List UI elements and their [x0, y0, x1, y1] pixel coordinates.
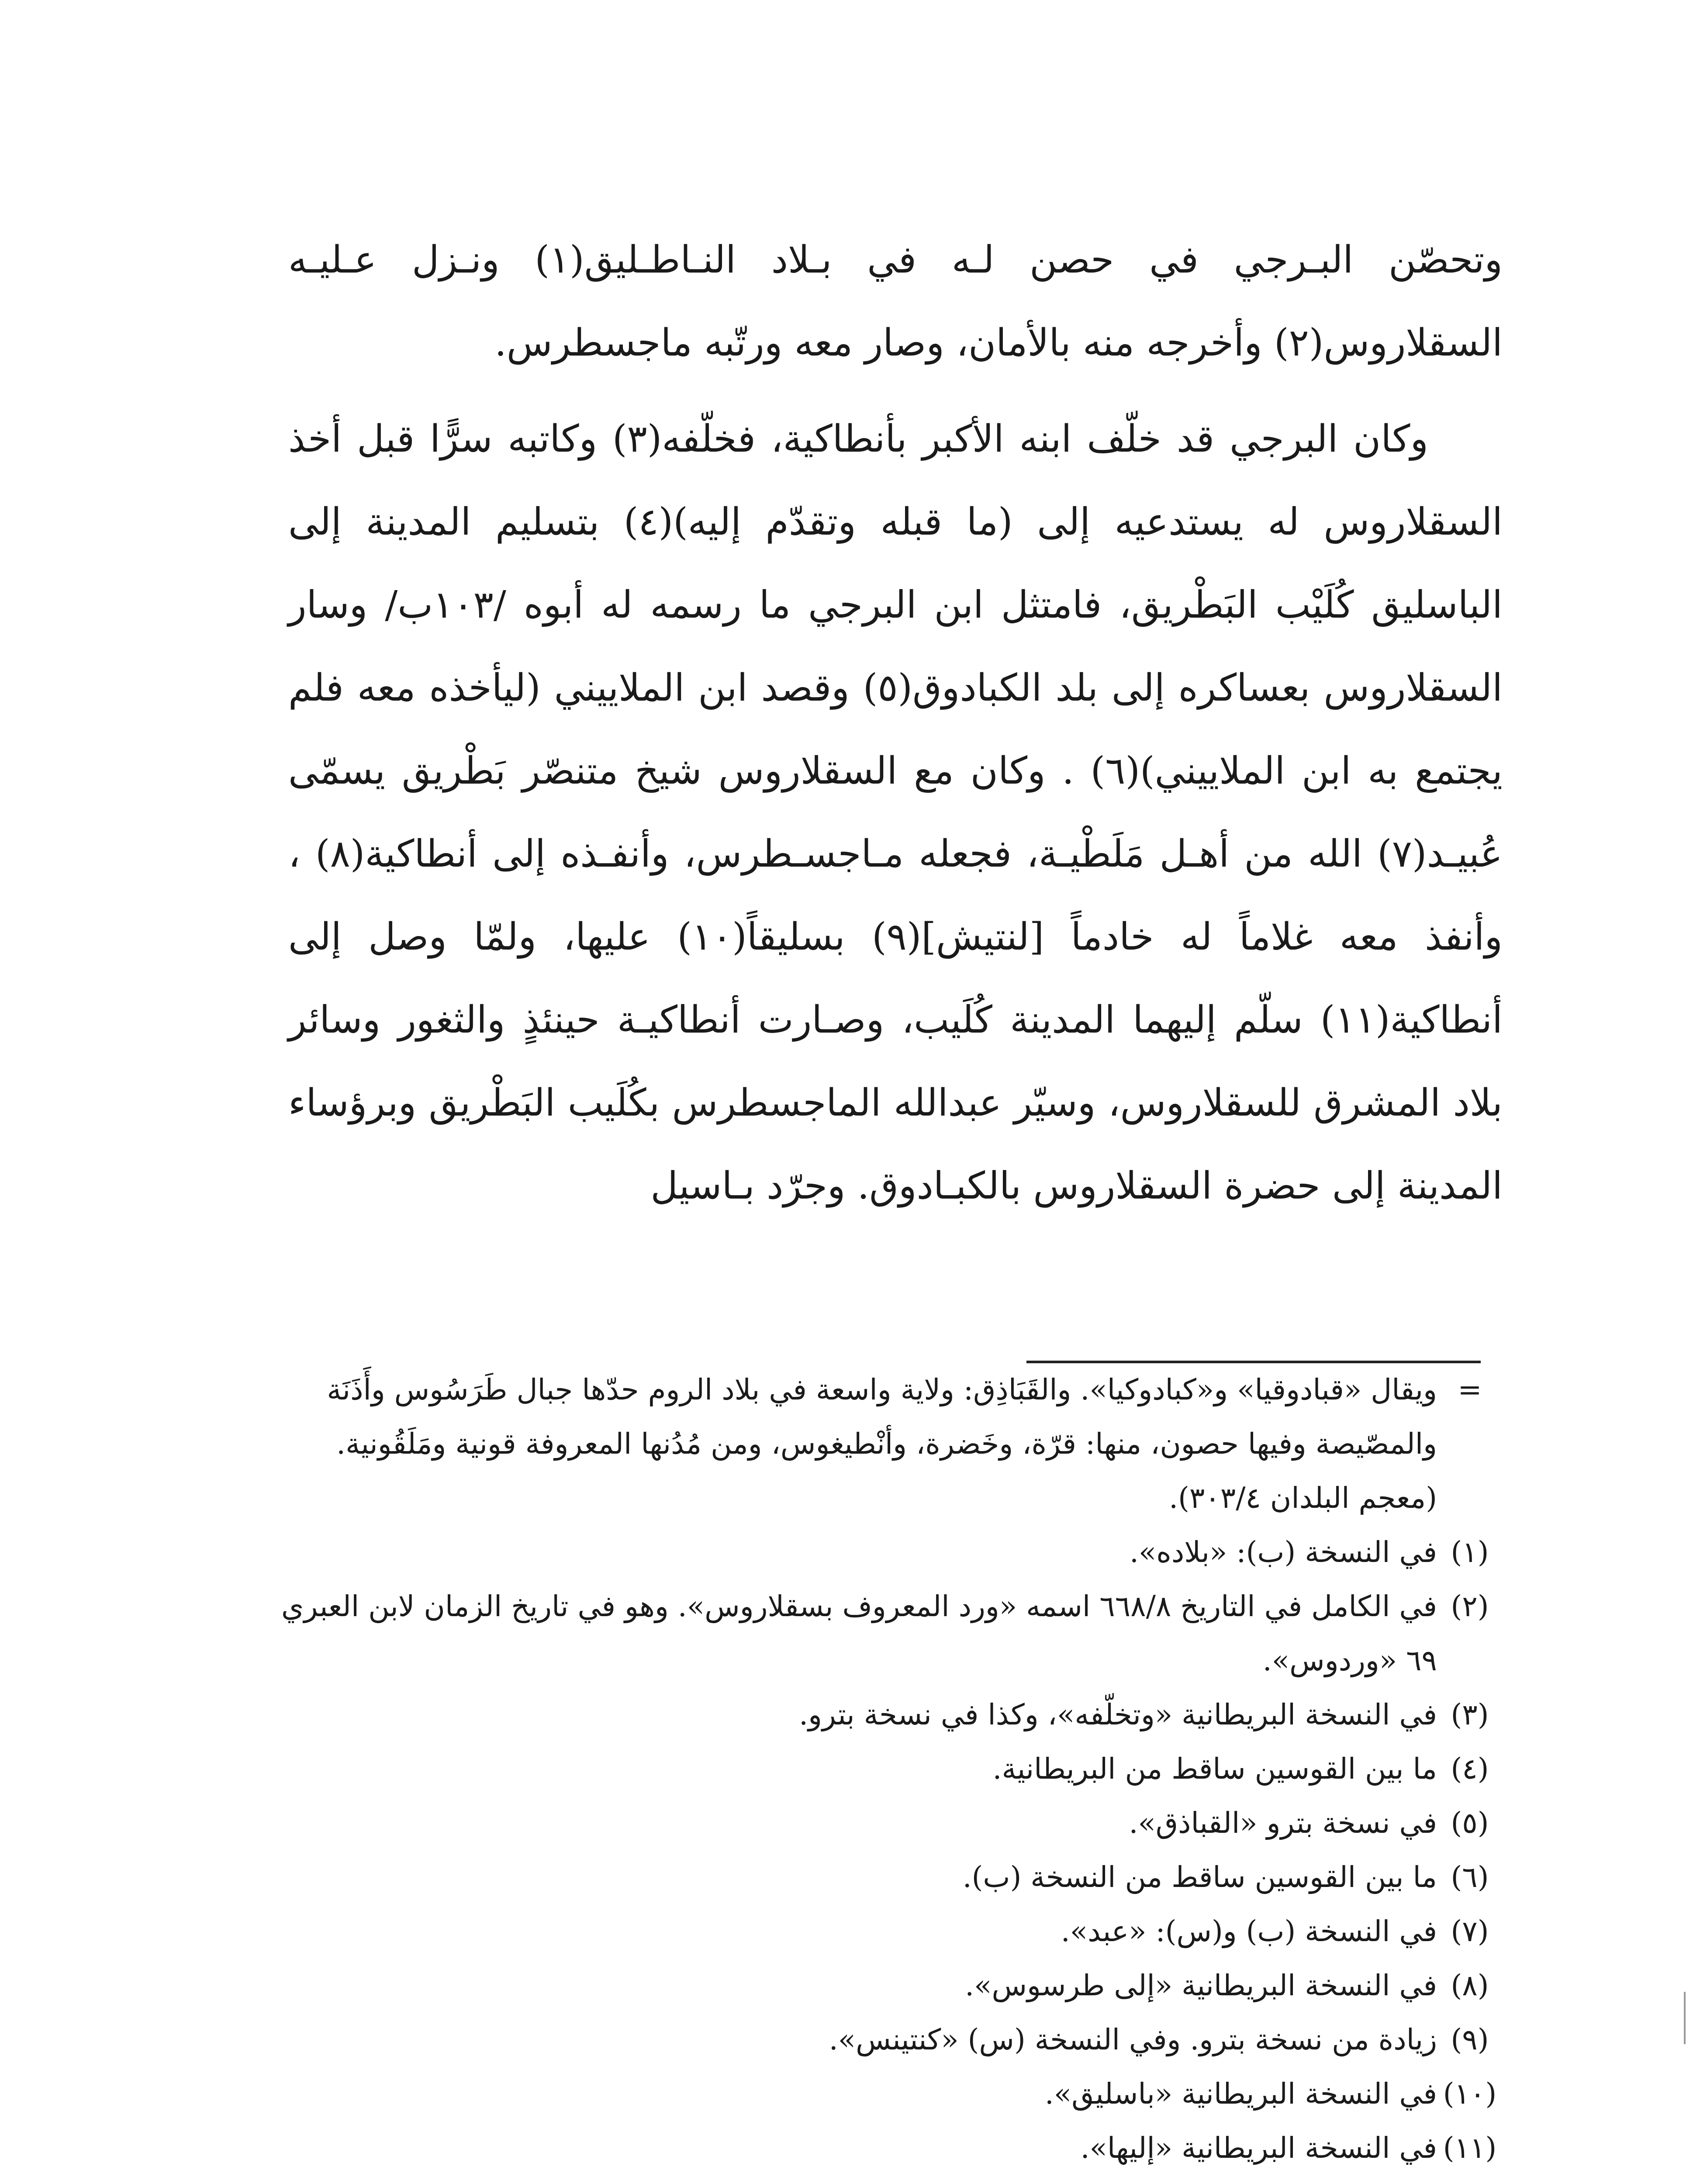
footnote-3 — [280, 1688, 1503, 1742]
footnote-4 — [280, 1742, 1503, 1796]
footnote-text: في النسخة البريطانية «إليها». — [1080, 2131, 1437, 2165]
footnote-text: في نسخة بترو «القباذق». — [1129, 1806, 1437, 1840]
footnote-text: في النسخة (ب) و(س): «عبد». — [1061, 1914, 1437, 1948]
footnote-7 — [280, 1904, 1503, 1959]
footnote-text: في الكامل في التاريخ ٦٦٨/٨ اسمه «ورد المعروف بسقلاروس». وهو في تاريخ الزمان لابن العبري ٦٩ «وردوس». — [281, 1590, 1437, 1677]
footnote-text: في النسخة (ب): «بلاده». — [1129, 1535, 1437, 1569]
footnote-text: زيادة من نسخة بترو. وفي النسخة (س) «كنتينس». — [829, 2023, 1437, 2056]
footnote-number: (٩) — [1451, 2023, 1489, 2056]
footnote-5 — [280, 1796, 1503, 1850]
footnote-8 — [280, 1959, 1503, 2013]
footnote-number: (٣) — [1451, 1698, 1489, 1731]
footnote-number: (٢) — [1451, 1590, 1489, 1623]
footnote-number: (٧) — [1451, 1914, 1489, 1948]
footnote-text: ما بين القوسين ساقط من البريطانية. — [992, 1752, 1437, 1786]
footnote-continuation — [280, 1363, 1503, 1525]
paragraph-1: وتحصّن البـرجي في حصن لـه في بـلاد النـاطـليق(١) ونـزل عـليـه السقلاروس(٢) وأخرجه منه بالأمان، وصار معه ورتّبه ماجسطرس. — [288, 238, 1503, 365]
paragraph-2: وكان البرجي قد خلّف ابنه الأكبر بأنطاكية، فخلّفه(٣) وكاتبه سرًّا قبل أخذ السقلاروس له يستدعيه إلى (ما قبله وتقدّم إليه)(٤) بتسليم المدينة إلى الباسليق كُلَيْب البَطْريق، فامتثل ابن البرجي ما رسمه له أبوه /١٠٣ب/ وسار السقلاروس بعساكره إلى بلد الكبادوق(٥) وقصد ابن الملاييني (ليأخذه معه فلم يجتمع به ابن الملاييني)(٦) . وكان مع السقلاروس شيخ متنصّر بَطْريق يسمّى عُبيـد(٧) الله من أهـل مَلَطْيـة، فجعله مـاجسـطرس، وأنفـذه إلى أنطاكية(٨) ، وأنفذ معه غلاماً له خادماً [لنتيش](٩) بسليقاً(١٠) عليها، ولمّا وصل إلى أنطاكية(١١) سلّم إليهما المدينة كُلَيب، وصـارت أنطاكيـة حينئذٍ والثغور وسائر بلاد المشرق للسقلاروس، وسيّر عبدالله الماجسطرس بكُلَيب البَطْريق وبرؤساء المدينة إلى حضرة السقلاروس بالكبـادوق. وجرّد بـاسيل — [288, 417, 1503, 1208]
footnote-1 — [280, 1525, 1503, 1579]
footnote-text: ما بين القوسين ساقط من النسخة (ب). — [962, 1860, 1437, 1894]
footnote-6 — [280, 1850, 1503, 1904]
continuation-text: ويقال «قبادوقيا» و«كبادوكيا». والقَبَاذِق: ولاية واسعة في بلاد الروم حدّها جبال طَرَسُوس وأَذَنَة والمصّيصة وفيها حصون، منها: قرّة، وخَضرة، وأنْطيغوس، ومن مُدُنها المعروفة قونية ومَلَقُونية. (معجم البلدان ٣٠٣/٤). — [327, 1373, 1437, 1515]
footnote-text: في النسخة البريطانية «باسليق». — [1044, 2077, 1437, 2111]
footnote-text: في النسخة البريطانية «وتخلّفه»، وكذا في نسخة بترو. — [799, 1698, 1437, 1731]
footnote-number: (٥) — [1451, 1806, 1489, 1840]
footnote-text: في النسخة البريطانية «إلى طرسوس». — [965, 1969, 1437, 2002]
footnote-number: (١١) — [1443, 2131, 1497, 2165]
footnote-number: (٨) — [1451, 1969, 1489, 2002]
footnote-number: (١٠) — [1443, 2077, 1497, 2111]
footnote-number: (٤) — [1451, 1752, 1489, 1786]
footnotes-block — [280, 1363, 1503, 2175]
footnote-9 — [280, 2013, 1503, 2067]
scan-margin-mark — [1684, 1992, 1686, 2044]
continuation-mark: = — [1458, 1373, 1482, 1406]
footnote-number: (١) — [1451, 1535, 1489, 1569]
main-text-block — [288, 218, 1503, 1241]
footnote-10 — [280, 2067, 1503, 2121]
footnote-number: (٦) — [1451, 1860, 1489, 1894]
footnote-11 — [280, 2121, 1503, 2175]
footnote-2 — [280, 1579, 1503, 1688]
